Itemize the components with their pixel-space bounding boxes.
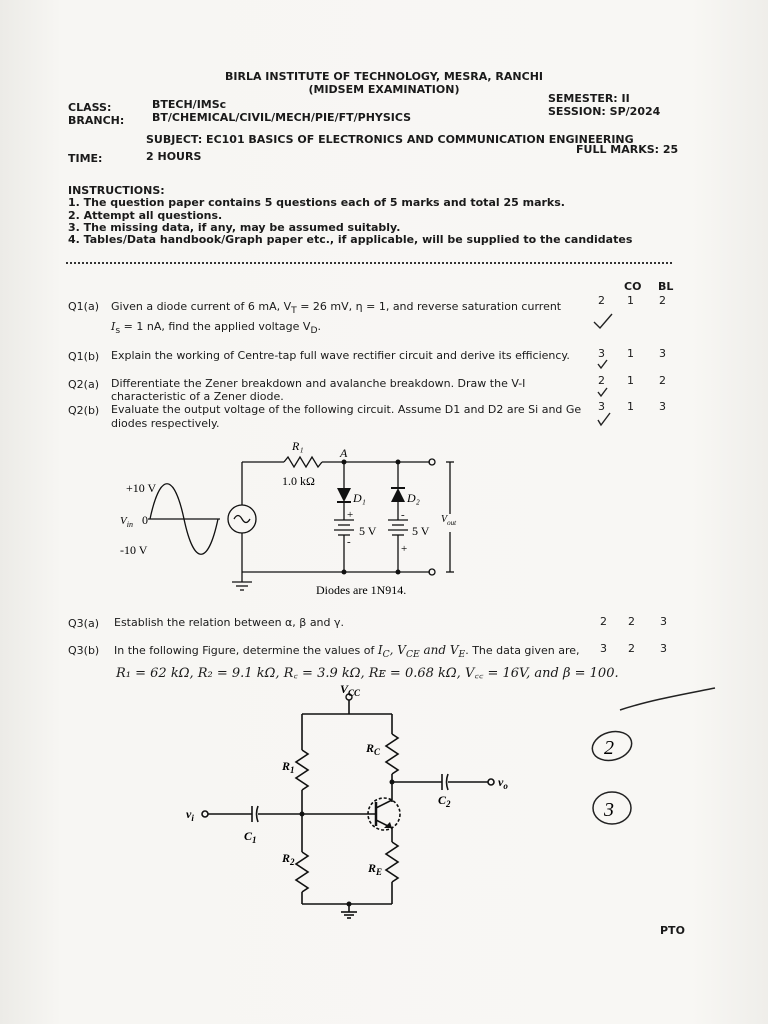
bl-value: 2	[659, 374, 666, 387]
check-icon	[598, 388, 607, 396]
d1-label: D₁	[353, 491, 366, 505]
institute-name: BIRLA INSTITUTE OF TECHNOLOGY, MESRA, RANCHI	[225, 70, 543, 83]
question-text: diodes respectively.	[111, 417, 220, 430]
time-label: TIME:	[68, 152, 103, 165]
handwritten-score: 3	[604, 799, 614, 821]
branch-label: BRANCH:	[68, 114, 125, 127]
instruction-item: 2. Attempt all questions.	[68, 209, 223, 222]
rc-label: $R_C$	[366, 741, 381, 757]
question-id: Q1(a)	[68, 300, 99, 313]
divider	[66, 262, 672, 264]
node-a-label: A	[340, 446, 348, 460]
question-id: Q1(b)	[68, 350, 100, 363]
resistor-r1	[296, 750, 308, 790]
question-text: characteristic of a Zener diode.	[111, 390, 284, 403]
full-marks: FULL MARKS: 25	[576, 143, 679, 156]
d1-minus: -	[347, 536, 351, 548]
co-value: 1	[627, 294, 634, 307]
instructions-title: INSTRUCTIONS:	[68, 184, 165, 197]
marks: 3	[598, 400, 605, 413]
bl-value: 3	[659, 347, 666, 360]
marks: 3	[598, 347, 605, 360]
question-id: Q2(a)	[68, 378, 99, 391]
d2-label: D₂	[407, 491, 420, 505]
subject: SUBJECT: EC101 BASICS OF ELECTRONICS AND COMMUNICATION ENGINEERING	[146, 133, 634, 146]
pto-label: PTO	[660, 924, 685, 937]
vcc-label: $V_{CC}$	[340, 682, 361, 698]
v1-label: 5 V	[359, 524, 377, 538]
marks: 2	[598, 374, 605, 387]
vout-label: $V_{out}$	[441, 514, 457, 527]
question-text: $I_s = 1$ nA, find the applied voltage $V_D$.	[111, 320, 322, 337]
vi-label: $v_i$	[186, 807, 194, 823]
question-text: Given a diode current of 6 mA, $V_T = 26$ mV, η = 1, and reverse saturation current	[111, 300, 562, 317]
co-value: 2	[628, 642, 635, 655]
co-value: 1	[627, 374, 634, 387]
handwritten-checkmarks	[580, 300, 620, 440]
resistor-rc	[386, 734, 398, 774]
d2-minus: -	[401, 509, 405, 521]
question-data: R₁ = 62 kΩ, R₂ = 9.1 kΩ, R꜀ = 3.9 kΩ, Rᴇ = 0.68 kΩ, V꜀꜀ = 16V, and β = 100.	[116, 666, 619, 681]
diode-d1-icon	[337, 488, 351, 502]
marks: 2	[600, 615, 607, 628]
question-text: Differentiate the Zener breakdown and avalanche breakdown. Draw the V-I	[111, 377, 526, 390]
v2-label: 5 V	[412, 524, 430, 538]
diode-clipper-circuit	[110, 432, 470, 602]
vo-label: $v_o$	[498, 775, 508, 791]
class-label: CLASS:	[68, 101, 112, 114]
session: SESSION: SP/2024	[548, 105, 661, 118]
bl-header: BL	[658, 280, 674, 293]
diode-d2-icon	[391, 488, 405, 502]
resistor-re	[386, 842, 398, 882]
check-icon	[594, 314, 612, 328]
bl-value: 3	[659, 400, 666, 413]
handwritten-marks	[590, 684, 720, 834]
question-id: Q3(b)	[68, 644, 100, 657]
r2-label: $R_2$	[282, 851, 295, 867]
d1-plus: +	[347, 509, 354, 521]
d2-plus: +	[401, 543, 408, 555]
instruction-item: 4. Tables/Data handbook/Graph paper etc., if applicable, will be supplied to the candidates	[68, 233, 633, 246]
r1-label: $R_1$	[282, 759, 295, 775]
vin-pos: +10 V	[126, 481, 157, 495]
bjt-bias-circuit	[180, 682, 530, 922]
question-text: Explain the working of Centre-tap full wave rectifier circuit and derive its efficiency.	[111, 349, 570, 362]
c1-label: $C_1$	[244, 829, 257, 845]
resistor-r2	[296, 852, 308, 892]
question-id: Q3(a)	[68, 617, 99, 630]
branch-value: BT/CHEMICAL/CIVIL/MECH/PIE/FT/PHYSICS	[152, 111, 412, 124]
handwritten-score: 2	[604, 737, 614, 759]
instruction-item: 3. The missing data, if any, may be assumed suitably.	[68, 221, 401, 234]
semester: SEMESTER: II	[548, 92, 630, 105]
check-icon	[598, 360, 607, 368]
marks: 2	[598, 294, 605, 307]
co-value: 1	[627, 347, 634, 360]
co-header: CO	[624, 280, 642, 293]
marks: 3	[600, 642, 607, 655]
diode-caption: Diodes are 1N914.	[316, 583, 407, 597]
question-text: In the following Figure, determine the values of $I_C$, $V_{CE}$ and $V_E$. The data given are,	[114, 643, 580, 661]
r1-label: R₁	[292, 439, 304, 453]
time-value: 2 HOURS	[146, 150, 202, 163]
bl-value: 2	[659, 294, 666, 307]
question-text: Establish the relation between α, β and γ.	[114, 616, 345, 629]
question-text: Evaluate the output voltage of the following circuit. Assume D1 and D2 are Si and Ge	[111, 403, 582, 416]
question-id: Q2(b)	[68, 404, 100, 417]
re-label: $R_E$	[368, 861, 383, 877]
bl-value: 3	[660, 615, 667, 628]
vin-zero: 0	[142, 513, 148, 527]
c2-label: $C_2$	[438, 793, 451, 809]
bl-value: 3	[660, 642, 667, 655]
co-value: 2	[628, 615, 635, 628]
class-value: BTECH/IMSc	[152, 98, 227, 111]
co-value: 1	[627, 400, 634, 413]
instruction-item: 1. The question paper contains 5 questions each of 5 marks and total 25 marks.	[68, 196, 565, 209]
r1-value: 1.0 kΩ	[282, 474, 315, 488]
vin-neg: -10 V	[120, 543, 148, 557]
check-icon	[598, 413, 610, 425]
resistor-r1	[284, 457, 322, 467]
vin-label: $V_{in}$	[120, 515, 133, 529]
exam-title: (MIDSEM EXAMINATION)	[308, 83, 460, 96]
